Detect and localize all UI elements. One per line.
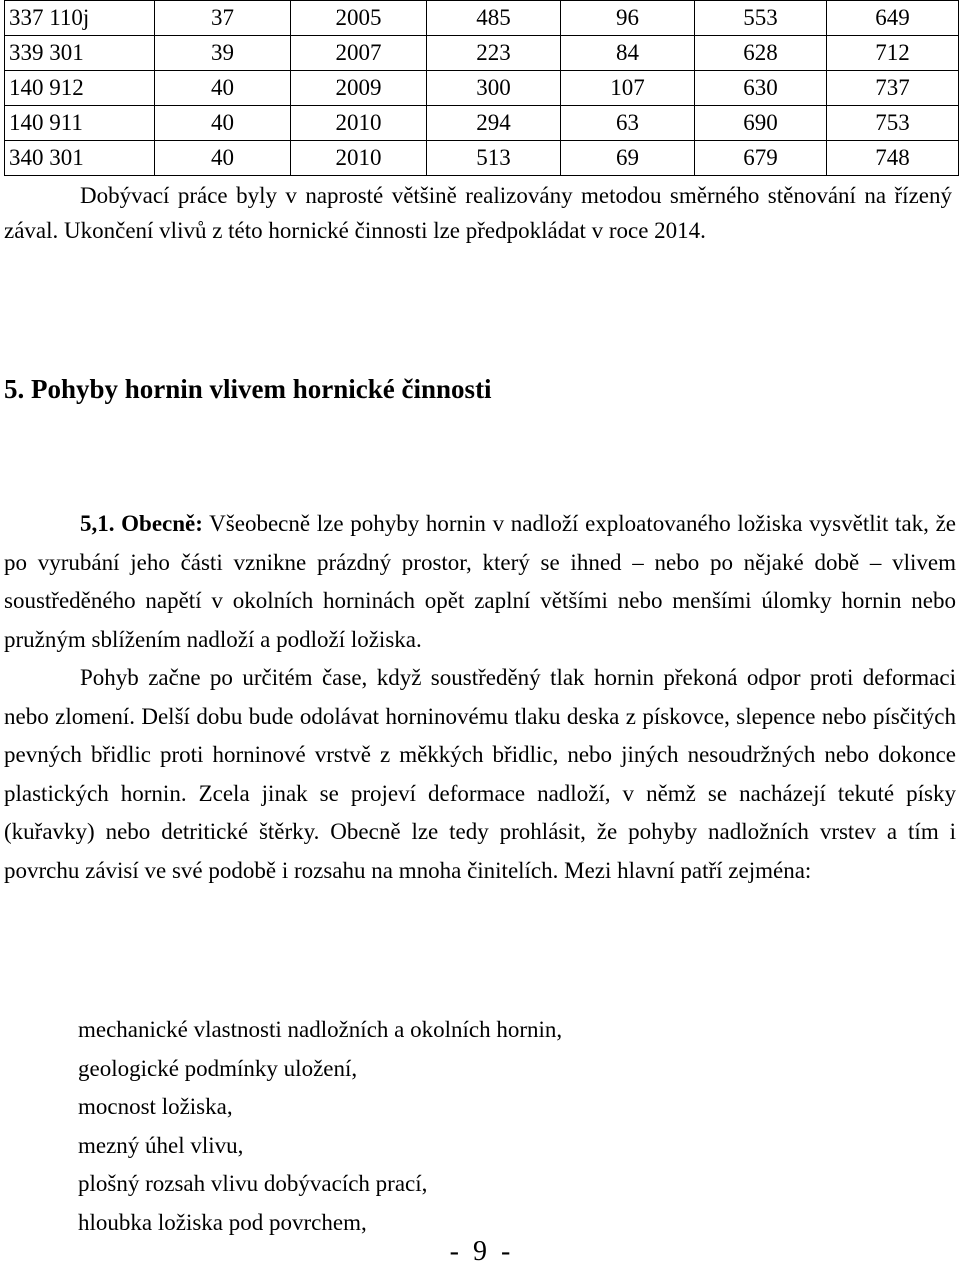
table-cell: 140 912 xyxy=(5,71,155,106)
table-cell: 712 xyxy=(827,36,959,71)
table-cell: 2010 xyxy=(291,106,427,141)
table-cell: 223 xyxy=(427,36,561,71)
list-item: plošný rozsah vlivu dobývacích prací, xyxy=(78,1171,428,1196)
list-item: mechanické vlastnosti nadložních a okolních hornin, xyxy=(78,1017,563,1042)
table-cell: 485 xyxy=(427,1,561,36)
table-row xyxy=(5,106,959,141)
table-row xyxy=(5,141,959,176)
body-paragraph-1-text: Všeobecně lze pohyby hornin v nadloží exploatovaného ložiska vysvětlit tak, že po vyrubání jeho části vznikne prázdný prostor, který se ihned – nebo po nějaké době – vlivem soustředěného napětí v okolních horninách opět zaplní většími nebo menšími úlomky hornin nebo pružným sblížením nadloží a podloží ložiska. xyxy=(4,511,956,652)
table-cell: 2009 xyxy=(291,71,427,106)
table-cell: 340 301 xyxy=(5,141,155,176)
table-cell: 679 xyxy=(695,141,827,176)
table-cell: 107 xyxy=(561,71,695,106)
list-item: mocnost ložiska, xyxy=(78,1094,233,1119)
page-number: - 9 - xyxy=(449,1236,511,1267)
data-table xyxy=(4,0,959,176)
body-paragraph-2: Pohyb začne po určitém čase, když soustředěný tlak hornin překoná odpor proti deformaci nebo zlomení. Delší dobu bude odolávat horninovému tlaku deska z pískovce, slepence nebo písčitých pevných břidlic proti horninové vrstvě z měkkých břidlic, nebo jiných nesoudržných nebo dokonce plastických hornin. Zcela jinak se projeví deformace nadloží, v němž se nacházejí tekuté písky (kuřavky) nebo detritické štěrky. Obecně lze tedy prohlásit, že pohyby nadložních vrstev a tím i povrchu závisí ve své podobě i rozsahu na mnoha činitelích. Mezi hlavní patří zejména: xyxy=(4,665,956,883)
list-item: mezný úhel vlivu, xyxy=(78,1132,244,1158)
table-cell: 37 xyxy=(155,1,291,36)
intro-text: Dobývací práce byly v naprosté většině realizovány metodou směrného stěnování na řízený zával. Ukončení vlivů z této hornické činnosti lze předpokládat v roce 2014. xyxy=(4,183,952,243)
table-cell: 2010 xyxy=(291,141,427,176)
table-cell: 96 xyxy=(561,1,695,36)
table-cell: 2005 xyxy=(291,1,427,36)
list-item: geologické podmínky uložení, xyxy=(78,1055,358,1081)
table-cell: 300 xyxy=(427,71,561,106)
body-text xyxy=(4,505,956,890)
table-cell: 294 xyxy=(427,106,561,141)
table-cell: 630 xyxy=(695,71,827,106)
table-cell: 63 xyxy=(561,106,695,141)
factor-list xyxy=(78,1011,562,1242)
table-cell: 2007 xyxy=(291,36,427,71)
table-cell: 553 xyxy=(695,1,827,36)
table-cell: 40 xyxy=(155,141,291,176)
section-heading: 5. Pohyby hornin vlivem hornické činnosti xyxy=(4,374,492,404)
intro-paragraph xyxy=(4,178,952,248)
table-row xyxy=(5,1,959,36)
table-cell: 748 xyxy=(827,141,959,176)
table-cell: 737 xyxy=(827,71,959,106)
table-cell: 39 xyxy=(155,36,291,71)
table-row xyxy=(5,71,959,106)
table-cell: 753 xyxy=(827,106,959,141)
table-cell: 339 301 xyxy=(5,36,155,71)
table-cell: 69 xyxy=(561,141,695,176)
table-cell: 513 xyxy=(427,141,561,176)
table-cell: 628 xyxy=(695,36,827,71)
table-row xyxy=(5,36,959,71)
lead-label: 5,1. Obecně: xyxy=(80,511,203,536)
table-cell: 337 110j xyxy=(5,1,155,36)
table-cell: 84 xyxy=(561,36,695,71)
table-cell: 40 xyxy=(155,106,291,141)
table-cell: 690 xyxy=(695,106,827,141)
body-paragraph-1 xyxy=(4,505,956,659)
table-cell: 40 xyxy=(155,71,291,106)
list-item: hloubka ložiska pod povrchem, xyxy=(78,1209,367,1235)
table-cell: 649 xyxy=(827,1,959,36)
table-cell: 140 911 xyxy=(5,106,155,141)
